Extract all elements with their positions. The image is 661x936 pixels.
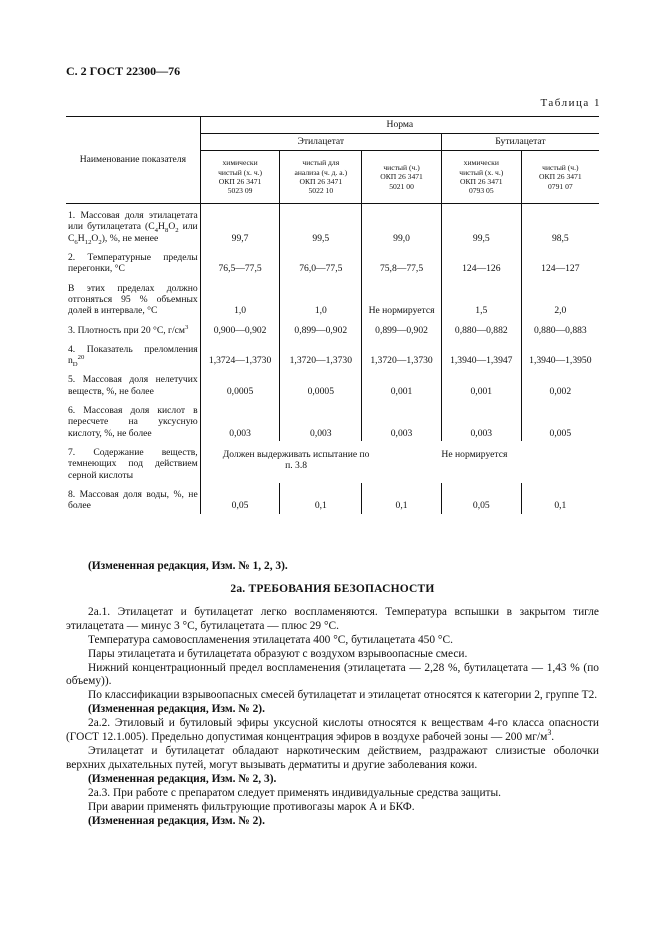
table-row <box>66 368 599 399</box>
cell-value: 0,003 <box>280 399 362 441</box>
safety-section <box>66 560 599 828</box>
cell-value: 1,3720—1,3730 <box>362 338 442 369</box>
paragraph: 2а.1. Этилацетат и бутилацетат легко воспламеняются. Температура вспышки в закрытом тигле этилацетата — минус 3 °С, бутилацетата — плюс 29 °С. <box>66 605 599 632</box>
cell-value: 2,0 <box>554 305 567 317</box>
cell-value: 1,3724—1,3730 <box>200 338 280 369</box>
cell-value: 99,0 <box>362 204 442 246</box>
cell-value: 0,0005 <box>200 368 280 399</box>
cell-value: 1,3940—1,3950 <box>529 355 592 367</box>
cell-value: 0,880—0,882 <box>441 319 521 338</box>
amendment-note: (Измененная редакция, Изм. № 2). <box>88 703 265 716</box>
row-name: 4. Показатель преломления $n_D^{20}$ <box>66 338 200 369</box>
header-butyl-acetate: Бутилацетат <box>441 134 599 151</box>
cell-value: 0,003 <box>362 399 442 441</box>
paragraph: По классификации взрывоопасных смесей бутилацетат и этилацетат относятся к категории 2, группе Т2. <box>88 689 598 702</box>
cell-value: 0,003 <box>200 399 280 441</box>
paragraph: Нижний концентрационный предел воспламенения (этилацетата — 2,28 %, бутилацетата — 1,43 % (по объему)). <box>66 661 599 688</box>
cell-value: 0,1 <box>280 483 362 514</box>
paragraph: Температура самовоспламенения этилацетата 400 °С, бутилацетата 450 °С. <box>88 633 453 646</box>
cell-value: 76,0—77,5 <box>280 246 362 277</box>
amendment-note: (Измененная редакция, Изм. № 2, 3). <box>88 772 277 785</box>
cell-value: 0,003 <box>441 399 521 441</box>
cell-value: 0,880—0,883 <box>533 324 587 336</box>
header-ethyl-acetate: Этилацетат <box>200 134 441 151</box>
cell-value: 0,001 <box>362 368 442 399</box>
header-grade-5: чистый (ч.) ОКП 26 3471 0791 07 <box>521 151 599 204</box>
cell-value: 0,1 <box>554 500 567 512</box>
cell-value: 75,8—77,5 <box>362 246 442 277</box>
spec-table <box>66 116 599 514</box>
row-name: 1. Массовая доля этилацетата или бутилацетата ($С_4Н_8О_2$ или $С_6Н_{12}О_2$), %, не менее <box>66 204 200 246</box>
table-row <box>66 319 599 338</box>
table-row <box>66 277 599 319</box>
cell-value: Не нормируется <box>362 277 442 319</box>
header-norm: Норма <box>200 117 599 134</box>
cell-value: 0,005 <box>549 427 572 439</box>
paragraph: Пары этилацетата и бутилацетата образуют с воздухом взрывоопасные смеси. <box>88 647 468 660</box>
cell-merged-butyl: Не нормируется <box>441 449 508 460</box>
cell-value: 76,5—77,5 <box>200 246 280 277</box>
table-row <box>66 246 599 277</box>
cell-value: 98,5 <box>551 232 569 244</box>
row-name: 7. Содержание веществ, темнеющих под действием серной кислоты <box>66 441 200 483</box>
cell-value: 0,001 <box>441 368 521 399</box>
amendment-note: (Измененная редакция, Изм. № 2). <box>88 814 265 827</box>
cell-value: 1,0 <box>280 277 362 319</box>
section-title: 2а. ТРЕБОВАНИЯ БЕЗОПАСНОСТИ <box>230 582 435 595</box>
paragraph: Этилацетат и бутилацетат обладают наркотическим действием, раздражают слизистые оболочки верхних дыхательных путей, могут вызывать дерматиты и другие заболевания кожи. <box>66 744 599 771</box>
row-name: В этих пределах должно отгоняться 95 % объемных долей в интервале, °С <box>66 277 200 319</box>
table-caption: Таблица 1 <box>540 97 601 109</box>
table-amendment-note: (Измененная редакция, Изм. № 1, 2, 3). <box>88 560 288 572</box>
cell-value: 0,05 <box>441 483 521 514</box>
cell-value: 0,900—0,902 <box>200 319 280 338</box>
cell-value: 0,1 <box>362 483 442 514</box>
cell-value: 0,002 <box>549 385 572 397</box>
row-name: 3. Плотность при 20 °С, $г/см^3$ <box>66 319 200 338</box>
cell-value: 1,5 <box>441 277 521 319</box>
cell-value: 1,3940—1,3947 <box>441 338 521 369</box>
cell-value: 0,899—0,902 <box>362 319 442 338</box>
table-row <box>66 483 599 514</box>
paragraph: 2а.3. При работе с препаратом следует применять индивидуальные средства защиты. <box>88 786 502 799</box>
cell-value: 1,0 <box>200 277 280 319</box>
table-row <box>66 399 599 441</box>
cell-value: 124—127 <box>541 263 580 275</box>
row-name: 6. Массовая доля кислот в пересчете на уксусную кислоту, %, не более <box>66 399 200 441</box>
paragraph: При аварии применять фильтрующие противогазы марок А и БКФ. <box>88 800 415 813</box>
cell-value: 99,5 <box>280 204 362 246</box>
header-grade-2: чистый для анализа (ч. д. а.) ОКП 26 3471 5022 10 <box>280 151 362 204</box>
cell-value: 0,0005 <box>280 368 362 399</box>
header-indicator-name: Наименование показателя <box>66 117 200 204</box>
table-row <box>66 441 599 483</box>
table-row <box>66 338 599 369</box>
cell-value: 99,5 <box>441 204 521 246</box>
header-grade-3: чистый (ч.) ОКП 26 3471 5021 00 <box>362 151 442 204</box>
cell-value: 124—126 <box>441 246 521 277</box>
cell-value: 0,05 <box>200 483 280 514</box>
row-name: 2. Температурные пределы перегонки, °С <box>66 246 200 277</box>
header-grade-1: химически чистый (х. ч.) ОКП 26 3471 5023 09 <box>200 151 280 204</box>
page-header: С. 2 ГОСТ 22300—76 <box>66 64 181 78</box>
cell-value: 1,3720—1,3730 <box>280 338 362 369</box>
cell-merged-ethyl: Должен выдерживать испытание по п. 3.8 <box>222 449 370 472</box>
cell-value: 99,7 <box>200 204 280 246</box>
row-name: 8. Массовая доля воды, %, не более <box>66 483 200 514</box>
header-grade-4: химически чистый (х. ч.) ОКП 26 3471 0793 05 <box>441 151 521 204</box>
table-row <box>66 204 599 246</box>
row-name: 5. Массовая доля нелетучих веществ, %, не более <box>66 368 200 399</box>
paragraph: 2а.2. Этиловый и бутиловый эфиры уксусной кислоты относятся к веществам 4-го класса опасности (ГОСТ 12.1.005). Предельно допустимая концентрация эфиров в воздухе рабочей зоны — 200 $мг/м^3$. <box>66 717 599 744</box>
cell-value: 0,899—0,902 <box>280 319 362 338</box>
